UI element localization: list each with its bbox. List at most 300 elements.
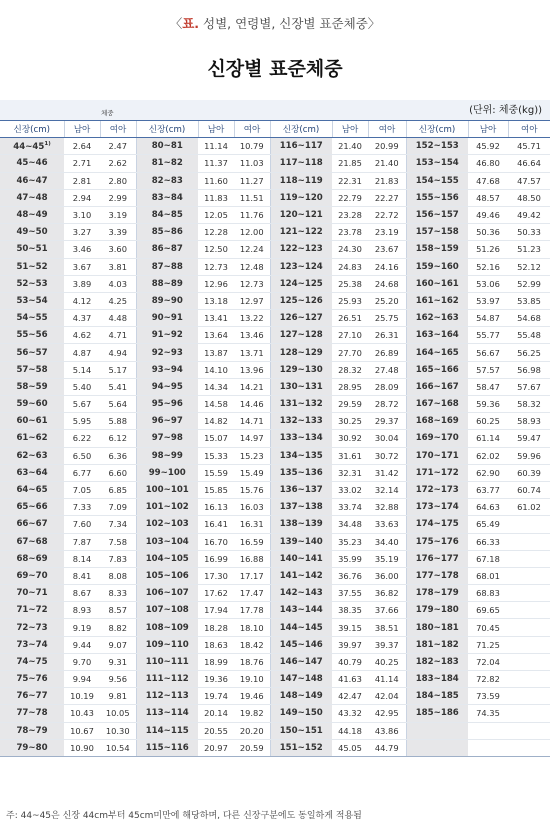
boy-weight-cell: [332, 138, 368, 155]
cell-value: 18.42: [239, 639, 264, 650]
cell-value: 102~103: [145, 519, 189, 530]
boy-weight-cell: [468, 550, 508, 567]
cell-value: 10.05: [105, 708, 130, 719]
height-range-cell: [0, 550, 64, 567]
cell-value: 5.67: [72, 399, 92, 410]
cell-value: 147~148: [279, 674, 323, 685]
boy-weight-cell: [64, 550, 100, 567]
cell-value: 14.58: [204, 399, 228, 410]
boy-weight-cell: [332, 550, 368, 567]
cell-value: 30.04: [374, 433, 399, 444]
boy-weight-cell: [332, 310, 368, 327]
cell-value: 22.72: [374, 210, 399, 221]
height-range-cell: [270, 430, 332, 447]
cell-value: 181~182: [415, 639, 459, 650]
cell-value: 6.12: [108, 433, 127, 444]
cell-value: 39.15: [338, 622, 362, 633]
height-range-cell: [270, 378, 332, 395]
height-range-cell: [136, 258, 198, 275]
caption-text: 성별, 연령별, 신장별 표준체중: [199, 16, 368, 31]
cell-value: 61~62: [16, 433, 48, 444]
cell-value: 163~164: [415, 330, 459, 341]
boy-weight-cell: [468, 310, 508, 327]
cell-value: 21.40: [374, 158, 399, 169]
boy-weight-cell: [198, 310, 234, 327]
height-range-cell: [406, 464, 468, 481]
height-range-cell: [270, 275, 332, 292]
cell-value: 7.34: [108, 519, 127, 530]
girl-weight-cell: [368, 413, 406, 430]
table-row: [0, 361, 550, 378]
header-height-2: 신장(cm): [136, 121, 198, 138]
boy-weight-cell: [332, 585, 368, 602]
cell-value: 35.99: [338, 553, 362, 564]
girl-weight-cell: [508, 155, 550, 172]
cell-value: 7.60: [72, 519, 92, 530]
page-title: 신장별 표준체중: [207, 58, 343, 80]
girl-weight-cell: [234, 653, 270, 670]
cell-value: 137~138: [279, 502, 323, 513]
girl-weight-cell: [234, 241, 270, 258]
cell-value: 19.74: [204, 691, 228, 702]
boy-weight-cell: [198, 361, 234, 378]
cell-value: 157~158: [415, 227, 459, 238]
cell-value: 12.48: [239, 261, 264, 272]
cell-value: 123~124: [279, 261, 323, 272]
cell-value: 175~176: [415, 536, 459, 547]
cell-value: 31.61: [338, 450, 362, 461]
boy-weight-cell: [468, 138, 508, 155]
table-body: [0, 138, 550, 757]
header-girl-4: 여아: [508, 121, 550, 138]
height-range-cell: [0, 292, 64, 309]
height-range-cell: [136, 567, 198, 584]
girl-weight-cell: [508, 430, 550, 447]
height-range-cell: [406, 585, 468, 602]
girl-weight-cell: [508, 722, 550, 739]
girl-weight-cell: [100, 464, 136, 481]
boy-weight-cell: [198, 722, 234, 739]
cell-value: 17.17: [239, 570, 264, 581]
cell-value: 83~84: [151, 192, 183, 203]
girl-weight-cell: [508, 413, 550, 430]
cell-value: 66~67: [16, 519, 48, 530]
table-row: [0, 705, 550, 722]
height-range-cell: [406, 206, 468, 223]
cell-value: 151~152: [279, 742, 323, 753]
cell-value: 23.78: [338, 227, 362, 238]
boy-weight-cell: [64, 499, 100, 516]
boy-weight-cell: [332, 241, 368, 258]
girl-weight-cell: [368, 722, 406, 739]
girl-weight-cell: [100, 396, 136, 413]
height-range-cell: [136, 653, 198, 670]
girl-weight-cell: [234, 189, 270, 206]
height-range-cell: [0, 155, 64, 172]
girl-weight-cell: [508, 550, 550, 567]
table-row: [0, 189, 550, 206]
girl-weight-cell: [100, 413, 136, 430]
cell-value: 6.77: [72, 467, 92, 478]
boy-weight-cell: [468, 413, 508, 430]
boy-weight-cell: [64, 396, 100, 413]
cell-value: 65~66: [16, 502, 48, 513]
cell-value: 50~51: [16, 244, 48, 255]
cell-value: 10.67: [70, 725, 94, 736]
cell-value: 5.95: [72, 416, 92, 427]
cell-value: 138~139: [279, 519, 323, 530]
cell-value: 3.39: [108, 227, 127, 238]
boy-weight-cell: [64, 653, 100, 670]
cell-value: 177~178: [415, 570, 459, 581]
boy-weight-cell: [64, 739, 100, 756]
girl-weight-cell: [100, 206, 136, 223]
cell-value: 22.31: [338, 175, 362, 186]
cell-value: 12.28: [204, 227, 228, 238]
girl-weight-cell: [234, 739, 270, 756]
cell-value: 176~177: [415, 553, 459, 564]
boy-weight-cell: [468, 585, 508, 602]
cell-value: 31.42: [374, 467, 399, 478]
boy-weight-cell: [198, 567, 234, 584]
boy-weight-cell: [332, 739, 368, 756]
girl-weight-cell: [100, 705, 136, 722]
cell-value: 55~56: [16, 330, 48, 341]
girl-weight-cell: [234, 378, 270, 395]
boy-weight-cell: [332, 447, 368, 464]
boy-weight-cell: [64, 705, 100, 722]
cell-value: 56.67: [476, 347, 500, 358]
cell-value: 28.09: [374, 381, 399, 392]
girl-weight-cell: [100, 722, 136, 739]
height-range-cell: [136, 533, 198, 550]
cell-value: 166~167: [415, 381, 459, 392]
cell-value: 47~48: [16, 192, 48, 203]
girl-weight-cell: [100, 327, 136, 344]
girl-weight-cell: [100, 241, 136, 258]
girl-weight-cell: [100, 189, 136, 206]
cell-value: 68~69: [16, 553, 48, 564]
cell-value: 19.82: [239, 708, 264, 719]
height-range-cell: [406, 413, 468, 430]
cell-value: 101~102: [145, 502, 189, 513]
height-range-cell: [406, 224, 468, 241]
cell-value: 41.14: [374, 674, 399, 685]
girl-weight-cell: [100, 224, 136, 241]
cell-value: 38.51: [374, 622, 399, 633]
cell-value: 52~53: [16, 278, 48, 289]
boy-weight-cell: [64, 413, 100, 430]
cell-value: 20.99: [374, 141, 399, 152]
cell-value: 77~78: [16, 708, 48, 719]
boy-weight-cell: [468, 481, 508, 498]
cell-value: 179~180: [415, 605, 459, 616]
boy-weight-cell: [64, 361, 100, 378]
boy-weight-cell: [332, 430, 368, 447]
boy-weight-cell: [64, 344, 100, 361]
cell-value: 32.14: [374, 485, 399, 496]
height-range-cell: [0, 378, 64, 395]
boy-weight-cell: [332, 258, 368, 275]
boy-weight-cell: [468, 344, 508, 361]
height-range-cell: [270, 688, 332, 705]
girl-weight-cell: [368, 344, 406, 361]
cell-value: 173~174: [415, 502, 459, 513]
cell-value: 24.83: [338, 261, 362, 272]
cell-value: 8.57: [108, 605, 127, 616]
height-range-cell: [406, 636, 468, 653]
cell-value: 12.97: [239, 295, 264, 306]
girl-weight-cell: [508, 396, 550, 413]
girl-weight-cell: [508, 344, 550, 361]
cell-value: 149~150: [279, 708, 323, 719]
boy-weight-cell: [468, 533, 508, 550]
girl-weight-cell: [508, 378, 550, 395]
cell-value: 141~142: [279, 570, 323, 581]
girl-weight-cell: [234, 172, 270, 189]
cell-value: 26.51: [338, 313, 362, 324]
cell-value: 24.68: [374, 278, 399, 289]
height-range-cell: [270, 722, 332, 739]
height-range-cell: [136, 619, 198, 636]
boy-weight-cell: [468, 224, 508, 241]
table-row: [0, 653, 550, 670]
boy-weight-cell: [198, 499, 234, 516]
cell-value: 4.87: [72, 347, 92, 358]
cell-value: 47.68: [476, 175, 500, 186]
cell-value: 42.04: [374, 691, 399, 702]
cell-value: 22.79: [338, 192, 362, 203]
girl-weight-cell: [368, 275, 406, 292]
girl-weight-cell: [100, 636, 136, 653]
height-range-cell: [270, 361, 332, 378]
cell-value: 33.63: [374, 519, 399, 530]
height-range-cell: [136, 361, 198, 378]
height-range-cell: [406, 378, 468, 395]
cell-value: 170~171: [415, 450, 459, 461]
cell-value: 11.03: [239, 158, 264, 169]
cell-value: 17.62: [204, 588, 228, 599]
table-row: [0, 413, 550, 430]
cell-value: 48.50: [517, 192, 541, 203]
cell-value: 5.14: [72, 364, 92, 375]
girl-weight-cell: [508, 189, 550, 206]
cell-value: 74~75: [16, 656, 48, 667]
cell-value: 9.94: [72, 674, 92, 685]
cell-value: 72.82: [476, 674, 500, 685]
cell-value: 40.79: [338, 656, 362, 667]
girl-weight-cell: [368, 533, 406, 550]
height-range-cell: [136, 499, 198, 516]
cell-value: 15.85: [204, 485, 228, 496]
girl-weight-cell: [508, 653, 550, 670]
cell-value: 7.33: [72, 502, 92, 513]
girl-weight-cell: [368, 636, 406, 653]
height-range-cell: [406, 516, 468, 533]
cell-value: 10.43: [70, 708, 94, 719]
cell-value: 20.20: [239, 725, 264, 736]
table-row: [0, 585, 550, 602]
girl-weight-cell: [368, 206, 406, 223]
boy-weight-cell: [64, 172, 100, 189]
girl-weight-cell: [234, 447, 270, 464]
height-range-cell: [406, 619, 468, 636]
cell-value: 89~90: [151, 295, 183, 306]
boy-weight-cell: [198, 344, 234, 361]
cell-value: 14.97: [239, 433, 264, 444]
cell-value: 44~45: [13, 141, 45, 152]
cell-value: 4.48: [108, 313, 127, 324]
girl-weight-cell: [100, 378, 136, 395]
cell-value: 25.20: [374, 295, 399, 306]
cell-value: 28.95: [338, 381, 362, 392]
cell-value: 60.25: [476, 416, 500, 427]
girl-weight-cell: [368, 241, 406, 258]
height-range-cell: [406, 499, 468, 516]
cell-value: 9.07: [108, 639, 127, 650]
girl-weight-cell: [100, 138, 136, 155]
cell-value: 4.71: [108, 330, 127, 341]
girl-weight-cell: [508, 619, 550, 636]
table-row: [0, 327, 550, 344]
boy-weight-cell: [198, 172, 234, 189]
height-range-cell: [0, 516, 64, 533]
height-range-cell: [136, 396, 198, 413]
cell-value: 28.32: [338, 364, 362, 375]
cell-value: 34.48: [338, 519, 362, 530]
girl-weight-cell: [368, 671, 406, 688]
table-row: [0, 516, 550, 533]
boy-weight-cell: [332, 671, 368, 688]
boy-weight-cell: [64, 636, 100, 653]
cell-value: 12.73: [239, 278, 264, 289]
cell-value: 4.12: [72, 295, 92, 306]
girl-weight-cell: [100, 602, 136, 619]
girl-weight-cell: [508, 172, 550, 189]
girl-weight-cell: [234, 413, 270, 430]
boy-weight-cell: [64, 292, 100, 309]
boy-weight-cell: [198, 516, 234, 533]
girl-weight-cell: [508, 258, 550, 275]
height-range-cell: [0, 705, 64, 722]
cell-value: 8.93: [72, 605, 92, 616]
cell-value: 169~170: [415, 433, 459, 444]
table-row: [0, 739, 550, 756]
girl-weight-cell: [508, 310, 550, 327]
boy-weight-cell: [468, 602, 508, 619]
girl-weight-cell: [368, 602, 406, 619]
cell-value: 25.38: [338, 278, 362, 289]
boy-weight-cell: [332, 481, 368, 498]
cell-value: 37.55: [338, 588, 362, 599]
boy-weight-cell: [198, 275, 234, 292]
cell-value: 2.80: [108, 175, 127, 186]
cell-value: 7.05: [72, 485, 92, 496]
cell-value: 13.22: [239, 313, 264, 324]
girl-weight-cell: [368, 585, 406, 602]
girl-weight-cell: [234, 206, 270, 223]
boy-weight-cell: [64, 619, 100, 636]
cell-value: 58.32: [517, 399, 541, 410]
cell-value: 2.62: [108, 158, 127, 169]
table-caption: [0, 14, 550, 32]
cell-value: 16.31: [239, 519, 264, 530]
height-range-cell: [270, 585, 332, 602]
height-range-cell: [270, 344, 332, 361]
height-range-cell: [136, 516, 198, 533]
cell-value: 44.79: [374, 742, 399, 753]
cell-value: 11.27: [239, 175, 264, 186]
cell-value: 115~116: [145, 742, 189, 753]
cell-value: 56~57: [16, 347, 48, 358]
cell-value: 120~121: [279, 210, 323, 221]
cell-value: 100~101: [145, 485, 189, 496]
caption-close-bracket: 〉: [367, 16, 381, 31]
header-boy-2: 남아: [198, 121, 234, 138]
cell-value: 150~151: [279, 725, 323, 736]
cell-value: 46~47: [16, 175, 48, 186]
cell-value: 63.77: [476, 485, 500, 496]
table-row: [0, 567, 550, 584]
girl-weight-cell: [508, 206, 550, 223]
height-range-cell: [136, 224, 198, 241]
girl-weight-cell: [508, 447, 550, 464]
cell-value: 11.76: [239, 210, 264, 221]
boy-weight-cell: [64, 206, 100, 223]
cell-value: 62.90: [476, 467, 500, 478]
height-range-cell: [0, 327, 64, 344]
cell-value: 130~131: [279, 381, 323, 392]
girl-weight-cell: [368, 258, 406, 275]
cell-value: 96~97: [151, 416, 183, 427]
girl-weight-cell: [100, 155, 136, 172]
height-range-cell: [0, 533, 64, 550]
girl-weight-cell: [234, 327, 270, 344]
cell-value: 22.27: [374, 192, 399, 203]
cell-value: 18.10: [239, 622, 264, 633]
cell-value: 86~87: [151, 244, 183, 255]
boy-weight-cell: [332, 464, 368, 481]
cell-value: 88~89: [151, 278, 183, 289]
cell-value: 16.99: [204, 553, 228, 564]
unit-note: (단위: 체중(kg)): [469, 105, 542, 116]
cell-value: 110~111: [145, 656, 189, 667]
cell-value: 80~81: [151, 141, 183, 152]
cell-value: 172~173: [415, 485, 459, 496]
height-range-cell: [0, 636, 64, 653]
cell-value: 64~65: [16, 485, 48, 496]
cell-value: 17.47: [239, 588, 264, 599]
cell-value: 117~118: [279, 158, 323, 169]
boy-weight-cell: [468, 516, 508, 533]
cell-value: 67.18: [476, 553, 500, 564]
cell-value: 57.57: [476, 364, 500, 375]
girl-weight-cell: [508, 138, 550, 155]
height-range-cell: [406, 533, 468, 550]
cell-value: 19.46: [239, 691, 264, 702]
cell-value: 11.60: [204, 175, 228, 186]
height-range-cell: [406, 481, 468, 498]
cell-value: 21.40: [338, 141, 362, 152]
height-range-cell: [406, 705, 468, 722]
height-range-cell: [406, 275, 468, 292]
cell-value: 74.35: [476, 708, 500, 719]
cell-value: 13.64: [204, 330, 228, 341]
cell-value: 5.88: [108, 416, 127, 427]
boy-weight-cell: [332, 378, 368, 395]
girl-weight-cell: [508, 327, 550, 344]
height-range-cell: [0, 361, 64, 378]
